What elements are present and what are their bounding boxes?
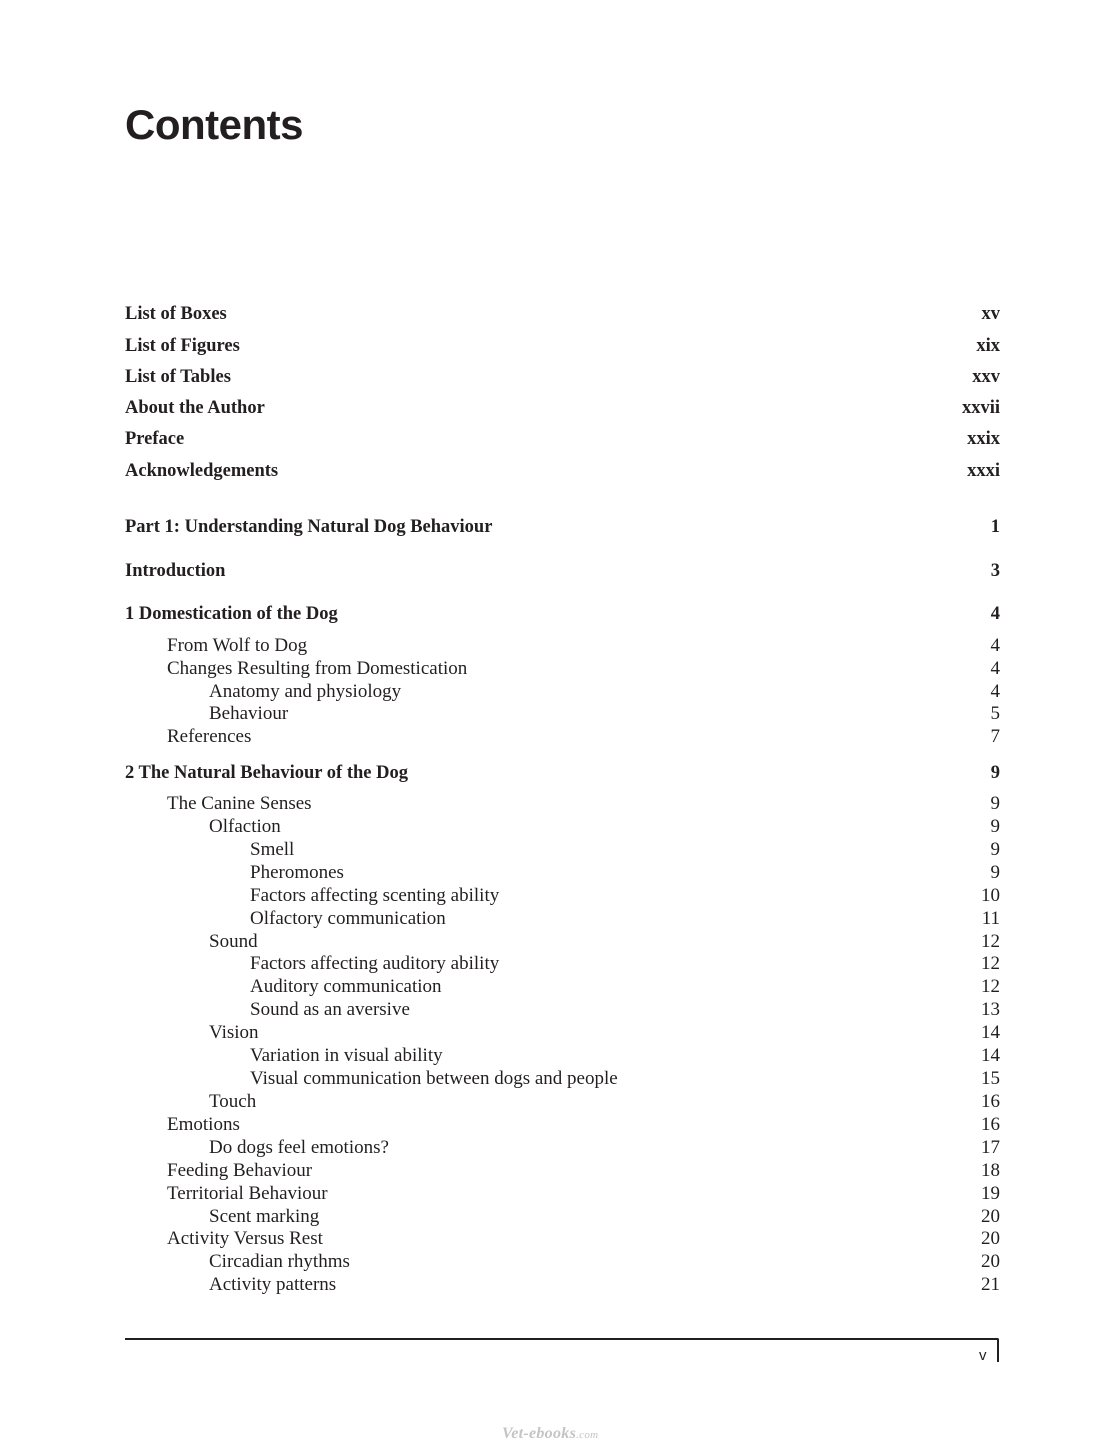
toc-entry	[125, 998, 1000, 1022]
toc-entry	[125, 952, 1000, 976]
toc-entry-label: List of Tables	[125, 367, 231, 387]
toc-entry	[125, 838, 1000, 862]
toc-entry	[125, 459, 1000, 483]
toc-entry	[125, 907, 1000, 931]
toc-entry	[125, 1182, 1000, 1206]
toc-entry-label: Preface	[125, 429, 185, 449]
toc-entry	[125, 396, 1000, 420]
toc-entry-page: 20	[981, 1251, 1000, 1272]
toc-entry	[125, 515, 1000, 539]
toc-entry-page: 16	[981, 1091, 1000, 1112]
toc-entry-page: xxix	[967, 429, 1000, 449]
footer-rule-tick	[997, 1338, 999, 1362]
toc-entry-label: Anatomy and physiology	[209, 681, 402, 702]
toc-entry-label: Circadian rhythms	[209, 1251, 350, 1272]
toc-entry	[125, 702, 1000, 726]
toc-entry-label: Changes Resulting from Domestication	[167, 658, 468, 679]
toc-entry-page: 20	[981, 1228, 1000, 1249]
toc-entry	[125, 861, 1000, 885]
toc-entry	[125, 1159, 1000, 1183]
toc-entry-page: 20	[981, 1206, 1000, 1227]
toc-entry-label: About the Author	[125, 398, 265, 418]
toc-entry	[125, 1273, 1000, 1297]
toc-entry	[125, 761, 1000, 785]
toc-entry-page: xxvii	[961, 398, 1000, 418]
toc-entry-page: 13	[981, 999, 1000, 1020]
toc-entry-page: 14	[981, 1022, 1000, 1043]
toc-entry-page: 10	[981, 885, 1000, 906]
toc-entry	[125, 1136, 1000, 1160]
toc-entry	[125, 302, 1000, 326]
toc-entry-label: Auditory communication	[250, 976, 442, 997]
toc-entry-page: 5	[990, 703, 1000, 724]
toc-entry-page: xxv	[972, 367, 1000, 387]
toc-entry	[125, 365, 1000, 389]
toc-entry-page: 9	[990, 763, 1000, 783]
toc-entry-page: 21	[981, 1274, 1000, 1295]
toc-entry-page: 4	[990, 658, 1000, 679]
toc-entry-page: 17	[981, 1137, 1000, 1158]
toc-entry-label: Vision	[209, 1022, 259, 1043]
toc-entry-label: Factors affecting scenting ability	[250, 885, 500, 906]
toc-entry-label: Smell	[250, 839, 295, 860]
toc-entry-label: 1 Domestication of the Dog	[125, 604, 338, 624]
toc-entry-page: 12	[981, 931, 1000, 952]
toc-entry	[125, 634, 1000, 658]
toc-entry-label: 2 The Natural Behaviour of the Dog	[125, 763, 408, 783]
toc-entry-label: Olfaction	[209, 816, 281, 837]
toc-entry	[125, 1250, 1000, 1274]
toc-entry	[125, 884, 1000, 908]
toc-entry-label: Acknowledgements	[125, 461, 279, 481]
toc-entry-label: Behaviour	[209, 703, 289, 724]
toc-entry	[125, 1044, 1000, 1068]
toc-entry	[125, 1090, 1000, 1114]
toc-entry-label: Introduction	[125, 561, 226, 581]
toc-entry-label: Part 1: Understanding Natural Dog Behaviour	[125, 517, 493, 537]
toc-entry-page: 7	[990, 726, 1000, 747]
toc-entry	[125, 975, 1000, 999]
toc-entry-page: 9	[990, 816, 1000, 837]
toc-entry-page: 4	[990, 635, 1000, 656]
toc-entry-label: Touch	[209, 1091, 257, 1112]
toc-entry	[125, 930, 1000, 954]
toc-entry	[125, 725, 1000, 749]
toc-entry-label: Variation in visual ability	[250, 1045, 443, 1066]
toc-entry-page: 12	[981, 976, 1000, 997]
toc-entry	[125, 334, 1000, 358]
toc-entry	[125, 1113, 1000, 1137]
watermark-logo	[502, 1425, 598, 1443]
toc-entry	[125, 815, 1000, 839]
toc-entry	[125, 427, 1000, 451]
toc-entry-page: 18	[981, 1160, 1000, 1181]
toc-entry-label: Factors affecting auditory ability	[250, 953, 500, 974]
page-number: v	[979, 1347, 987, 1364]
toc-entry-label: Pheromones	[250, 862, 344, 883]
toc-entry-page: 1	[990, 517, 1000, 537]
toc-entry-label: From Wolf to Dog	[167, 635, 308, 656]
toc-entry-label: References	[167, 726, 252, 747]
toc-entry-page: 4	[990, 604, 1000, 624]
toc-entry-label: Activity Versus Rest	[167, 1228, 323, 1249]
toc-entry-label: Feeding Behaviour	[167, 1160, 313, 1181]
toc-entry-page: 9	[990, 862, 1000, 883]
toc-entry-label: The Canine Senses	[167, 793, 312, 814]
toc-entry-page: 12	[981, 953, 1000, 974]
toc-entry-label: Emotions	[167, 1114, 240, 1135]
toc-entry	[125, 1205, 1000, 1229]
toc-entry-label: Olfactory communication	[250, 908, 446, 929]
toc-entry-label: List of Figures	[125, 336, 240, 356]
watermark-suffix: .com	[576, 1429, 599, 1441]
toc-entry-label: Visual communication between dogs and people	[250, 1068, 618, 1089]
toc-entry	[125, 1021, 1000, 1045]
toc-entry-page: 16	[981, 1114, 1000, 1135]
toc-entry-page: xix	[976, 336, 1000, 356]
toc-entry-page: xxxi	[967, 461, 1000, 481]
toc-entry	[125, 1227, 1000, 1251]
toc-entry	[125, 792, 1000, 816]
toc-entry-label: Sound	[209, 931, 258, 952]
toc-entry-label: Territorial Behaviour	[167, 1183, 328, 1204]
toc-entry	[125, 1067, 1000, 1091]
toc-entry	[125, 559, 1000, 583]
toc-entry-page: 19	[981, 1183, 1000, 1204]
toc-entry-page: 9	[990, 839, 1000, 860]
watermark-main: Vet-ebooks	[502, 1425, 577, 1442]
footer-rule	[125, 1338, 999, 1340]
toc-entry-page: 14	[981, 1045, 1000, 1066]
toc-entry-label: Activity patterns	[209, 1274, 337, 1295]
toc-entry-label: List of Boxes	[125, 304, 227, 324]
toc-entry	[125, 680, 1000, 704]
toc-entry-page: xv	[981, 304, 1000, 324]
toc-entry-page: 11	[981, 908, 1000, 929]
toc-entry-page: 3	[990, 561, 1000, 581]
toc-entry-label: Do dogs feel emotions?	[209, 1137, 389, 1158]
page-title: Contents	[125, 101, 303, 148]
toc-entry-label: Scent marking	[209, 1206, 320, 1227]
toc-entry-label: Sound as an aversive	[250, 999, 410, 1020]
toc-entry	[125, 657, 1000, 681]
toc-entry-page: 9	[990, 793, 1000, 814]
toc-entry	[125, 602, 1000, 626]
toc-entry-page: 4	[990, 681, 1000, 702]
toc-entry-page: 15	[981, 1068, 1000, 1089]
